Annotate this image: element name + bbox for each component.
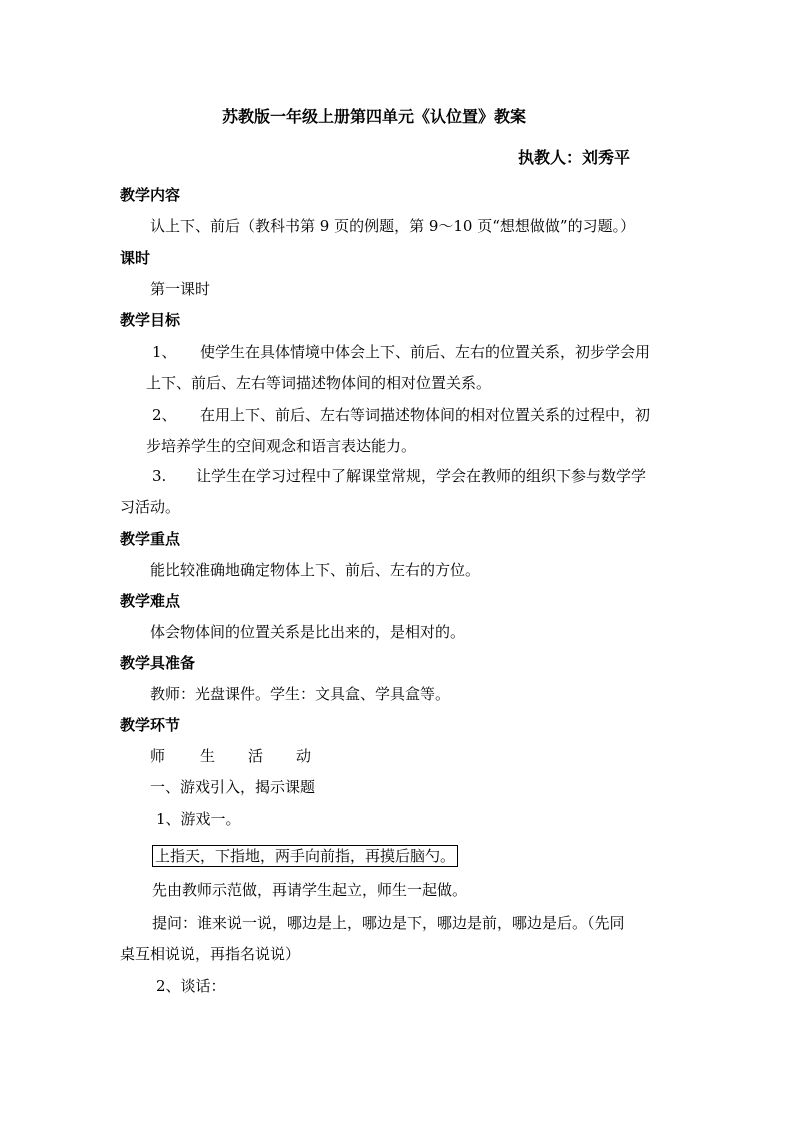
step1-heading: 一、游戏引入，揭示课题: [150, 778, 316, 796]
game-instruction-box: 上指天，下指地，两手向前指，再摸后脑勺。: [152, 845, 458, 867]
goal3-line2: 习活动。: [120, 498, 181, 516]
section-heading-goals: 教学目标: [120, 311, 181, 329]
question-line2: 桌互相说说，再指名说说）: [120, 945, 301, 963]
section-heading-content: 教学内容: [120, 186, 181, 204]
section-heading-process: 教学环节: [120, 716, 181, 734]
section-heading-period: 课时: [120, 249, 151, 267]
key-text: 能比较准确地确定物体上下、前后、左右的方位。: [150, 561, 481, 579]
activity-col-move: 动: [296, 747, 312, 765]
demo-text: 先由教师示范做，再请学生起立，师生一起做。: [152, 881, 468, 899]
section-heading-difficulty: 教学难点: [120, 592, 181, 610]
goal2-line1: 在用上下、前后、左右等词描述物体间的相对位置关系的过程中，初: [200, 406, 651, 424]
section-heading-key: 教学重点: [120, 530, 181, 548]
period-text: 第一课时: [150, 280, 211, 298]
step1-sub: 1、游戏一。: [156, 810, 241, 828]
prep-text: 教师：光盘课件。学生：文具盒、学具盒等。: [150, 685, 451, 703]
step2-sub: 2、谈话：: [156, 977, 226, 995]
question-line1: 提问：谁来说一说，哪边是上，哪边是下，哪边是前，哪边是后。（先同: [152, 914, 625, 932]
activity-col-teacher: 师: [150, 747, 166, 765]
section-heading-prep: 教学具准备: [120, 654, 196, 672]
content-text: 认上下、前后（教科书第 9 页的例题，第 9～10 页“想想做做”的习题。）: [150, 217, 636, 235]
goal3-number: 3.: [152, 467, 167, 485]
doc-title: 苏教版一年级上册第四单元《认位置》教案: [222, 107, 527, 126]
activity-col-student: 生: [200, 747, 216, 765]
goal1-line1: 使学生在具体情境中体会上下、前后、左右的位置关系，初步学会用: [200, 343, 651, 361]
goal2-number: 2、: [152, 406, 177, 424]
goal1-number: 1、: [152, 343, 177, 361]
goal2-line2: 步培养学生的空间观念和语言表达能力。: [146, 437, 417, 455]
difficulty-text: 体会物体间的位置关系是比出来的，是相对的。: [150, 623, 466, 641]
activity-col-activity: 活: [248, 747, 264, 765]
goal3-line1: 让学生在学习过程中了解课堂常规，学会在教师的组织下参与数学学: [196, 467, 647, 485]
goal1-line2: 上下、前后、左右等词描述物体间的相对位置关系。: [146, 374, 492, 392]
doc-author: 执教人：刘秀平: [518, 148, 631, 167]
